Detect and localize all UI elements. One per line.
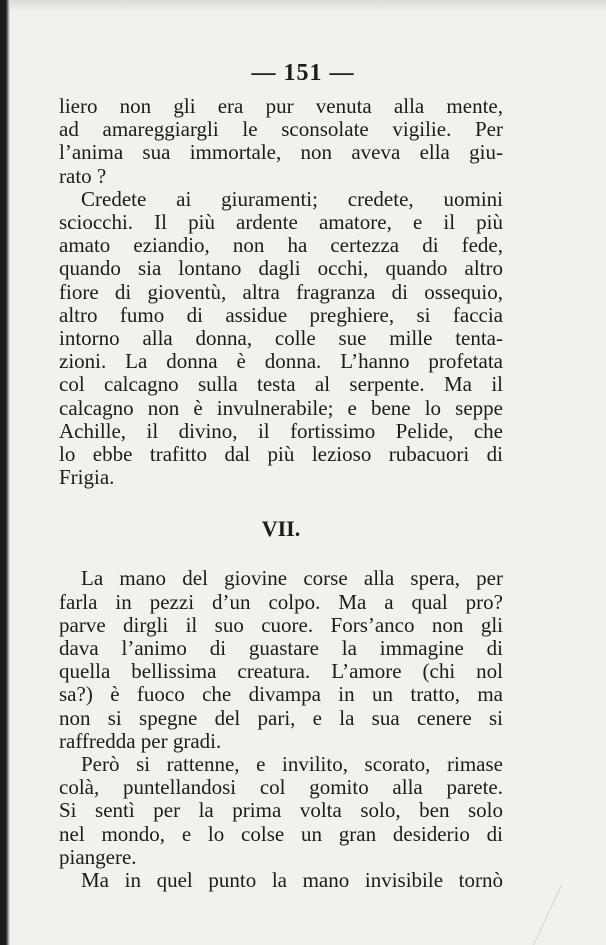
- text-line: raffredda per gradi.: [59, 728, 222, 753]
- page-top-shadow: [10, 0, 606, 12]
- pencil-mark: [533, 885, 602, 945]
- page-text: [59, 95, 503, 892]
- text-line: lo ebbe trafitto dal più lezioso rubacuori di: [59, 442, 503, 467]
- page-number: — 151 —: [251, 60, 355, 86]
- text-line: sa?) è fuoco che divampa in un tratto, ma: [59, 682, 503, 707]
- text-line: nel mondo, e lo colse un gran desiderio di: [59, 821, 503, 846]
- text-line: Achille, il divino, il fortissimo Pelide, che: [59, 418, 503, 443]
- text-line: Si sentì per la prima volta solo, ben solo: [59, 798, 503, 823]
- text-line: colà, puntellandosi col gomito alla parete.: [59, 775, 503, 800]
- text-line: l’anima sua immortale, non aveva ella giu-: [59, 140, 503, 165]
- paragraph-ma-in-quel: [59, 869, 503, 892]
- paragraph-la-mano: [59, 567, 503, 753]
- text-line: ad amareggiargli le sconsolate vigilie. Per: [59, 117, 503, 142]
- paragraph-pero: [59, 753, 503, 869]
- page-binding-edge: [0, 0, 10, 945]
- text-line: quella bellissima creatura. L’amore (chi nol: [59, 659, 503, 684]
- text-line: piangere.: [59, 844, 137, 869]
- text-line: rato ?: [59, 163, 107, 188]
- text-line: Però si rattenne, e invilito, scorato, rimase: [81, 752, 503, 777]
- text-line: dava l’animo di guastare la immagine di: [59, 636, 503, 661]
- text-line: La mano del giovine corse alla spera, per: [81, 566, 503, 591]
- text-line: farla in pezzi d’un colpo. Ma a qual pro?: [59, 589, 503, 614]
- paragraph-credete: [59, 188, 503, 490]
- text-line: col calcagno sulla testa al serpente. Ma il: [59, 372, 503, 397]
- text-line: liero non gli era pur venuta alla mente,: [59, 94, 503, 118]
- text-line: zioni. La donna è donna. L’hanno profetata: [59, 349, 503, 374]
- text-line: intorno alla donna, colle sue mille tenta-: [59, 326, 503, 351]
- text-line: parve dirgli il suo cuore. Fors’anco non gli: [59, 612, 503, 637]
- chapter-heading: VII.: [261, 516, 301, 542]
- text-line: non si spegne del pari, e la sua cenere si: [59, 705, 503, 730]
- text-line: amato eziandio, non ha certezza di fede,: [59, 233, 503, 258]
- text-line: sciocchi. Il più ardente amatore, e il più: [59, 210, 503, 235]
- text-line: Frigia.: [59, 465, 115, 490]
- text-line: Credete ai giuramenti; credete, uomini: [81, 186, 503, 211]
- text-line: altro fumo di assidue preghiere, si faccia: [59, 302, 503, 327]
- text-line: calcagno non è invulnerabile; e bene lo seppe: [59, 395, 503, 420]
- text-line: fiore di gioventù, altra fragranza di ossequio,: [59, 279, 503, 304]
- paragraph-continuation: [59, 95, 503, 188]
- text-line: quando sia lontano dagli occhi, quando altro: [59, 256, 503, 281]
- text-line: Ma in quel punto la mano invisibile tornò: [81, 868, 503, 893]
